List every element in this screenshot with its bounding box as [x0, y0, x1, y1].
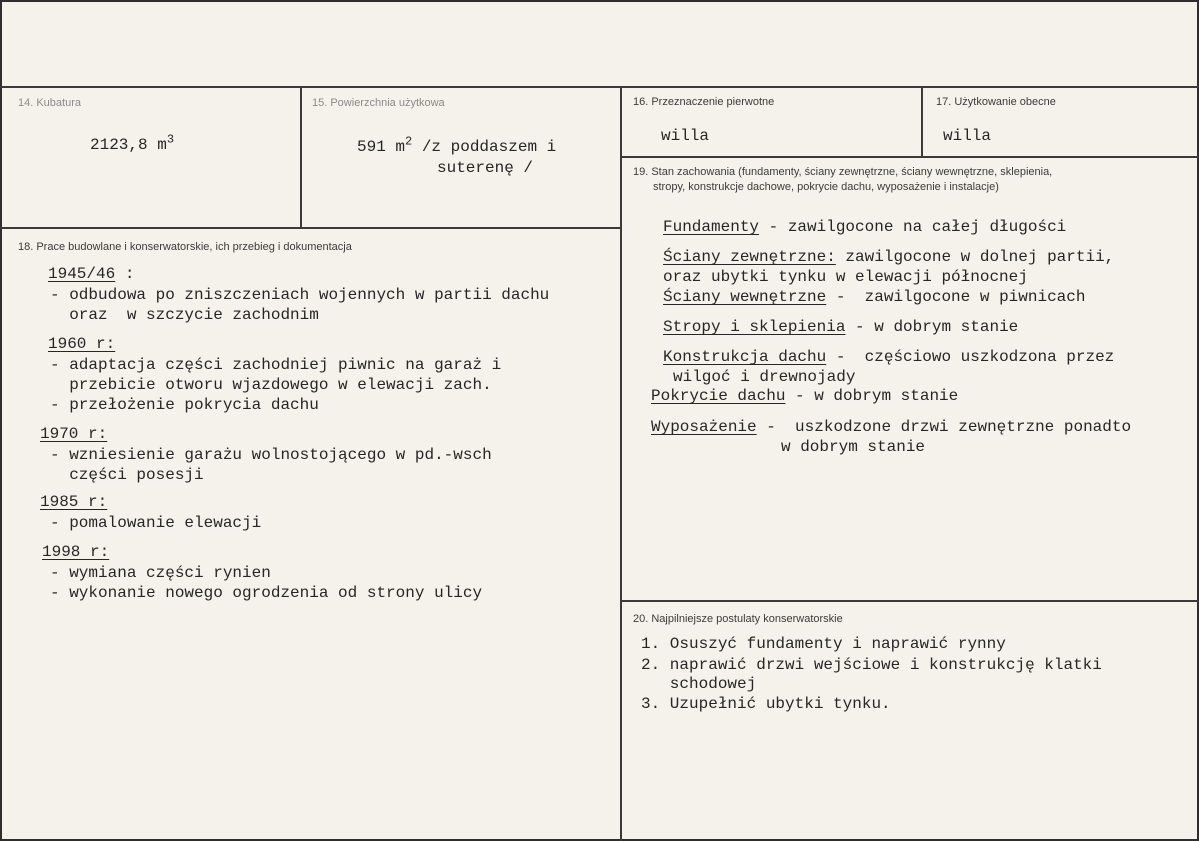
powierzchnia-label: 15. Powierzchnia użytkowa	[312, 97, 445, 109]
stan-item: Fundamenty - zawilgocone na całej długości	[663, 218, 1067, 236]
stan-item: Konstrukcja dachu - częściowo uszkodzona przez	[663, 348, 1115, 366]
postulaty-rule	[622, 600, 1199, 602]
prace-line: oraz w szczycie zachodnim	[50, 306, 319, 324]
divider-main	[620, 86, 622, 841]
postulat-item: 3. Uzupełnić ubytki tynku.	[641, 695, 891, 713]
prace-line: - adaptacja części zachodniej piwnic na garaż i	[50, 356, 502, 374]
postulat-item: 1. Osuszyć fundamenty i naprawić rynny	[641, 635, 1006, 653]
przeznaczenie-value: willa	[661, 127, 710, 145]
stan-label-line2: stropy, konstrukcje dachowe, pokrycie dachu, wyposażenie i instalacje)	[653, 181, 999, 193]
prace-label: 18. Prace budowlane i konserwatorskie, ich przebieg i dokumentacja	[18, 241, 352, 253]
prace-year: 1998 r:	[42, 543, 110, 561]
prace-line: - wymiana części rynien	[50, 564, 271, 582]
kubatura-label: 14. Kubatura	[18, 97, 81, 109]
kubatura-value: 2123,8 $m^3$	[90, 132, 175, 154]
stan-item-cont: w dobrym stanie	[781, 438, 926, 456]
prace-line: - pomalowanie elewacji	[50, 514, 262, 532]
postulaty-label: 20. Najpilniejsze postulaty konserwatorskie	[633, 613, 843, 625]
stan-item: Pokrycie dachu - w dobrym stanie	[651, 387, 959, 405]
divider-14-15	[300, 86, 302, 228]
stan-item: Ściany zewnętrzne: zawilgocone w dolnej partii,	[663, 248, 1115, 266]
stan-item: Stropy i sklepienia - w dobrym stanie	[663, 318, 1019, 336]
powierzchnia-value-line2: suterenę /	[437, 159, 534, 177]
prace-line: - odbudowa po zniszczeniach wojennych w partii dachu	[50, 286, 550, 304]
postulat-item: 2. naprawić drzwi wejściowe i konstrukcję klatki	[641, 656, 1102, 674]
postulat-item: schodowej	[641, 675, 757, 693]
prace-line: - wzniesienie garażu wolnostojącego w pd.-wsch	[50, 446, 492, 464]
uzytkowanie-label: 17. Użytkowanie obecne	[936, 96, 1056, 108]
prace-year: 1960 r:	[48, 335, 116, 353]
top-rule	[0, 86, 1199, 88]
row-rule-right	[622, 156, 1199, 158]
stan-item-cont: oraz ubytki tynku w elewacji północnej	[663, 268, 1028, 286]
prace-line: części posesji	[50, 466, 204, 484]
stan-label: 19. Stan zachowania (fundamenty, ściany zewnętrzne, ściany wewnętrzne, sklepienia,	[633, 166, 1053, 178]
uzytkowanie-value: willa	[943, 127, 992, 145]
prace-line: przebicie otworu wjazdowego w elewacji zach.	[50, 376, 492, 394]
stan-item-cont: wilgoć i drewnojady	[673, 368, 856, 386]
stan-item: Ściany wewnętrzne - zawilgocone w piwnicach	[663, 288, 1086, 306]
divider-16-17	[921, 86, 923, 157]
prace-line: - wykonanie nowego ogrodzenia od strony ulicy	[50, 584, 483, 602]
prace-year: 1985 r:	[40, 493, 108, 511]
prace-line: - przełożenie pokrycia dachu	[50, 396, 319, 414]
stan-item: Wyposażenie - uszkodzone drzwi zewnętrzne ponadto	[651, 418, 1132, 436]
row-rule-left	[0, 227, 622, 229]
prace-year: 1945/46 :	[48, 265, 135, 283]
przeznaczenie-label: 16. Przeznaczenie pierwotne	[633, 96, 775, 108]
powierzchnia-value: 591 $m^2$ /z poddaszem i	[357, 134, 557, 156]
prace-year: 1970 r:	[40, 425, 108, 443]
